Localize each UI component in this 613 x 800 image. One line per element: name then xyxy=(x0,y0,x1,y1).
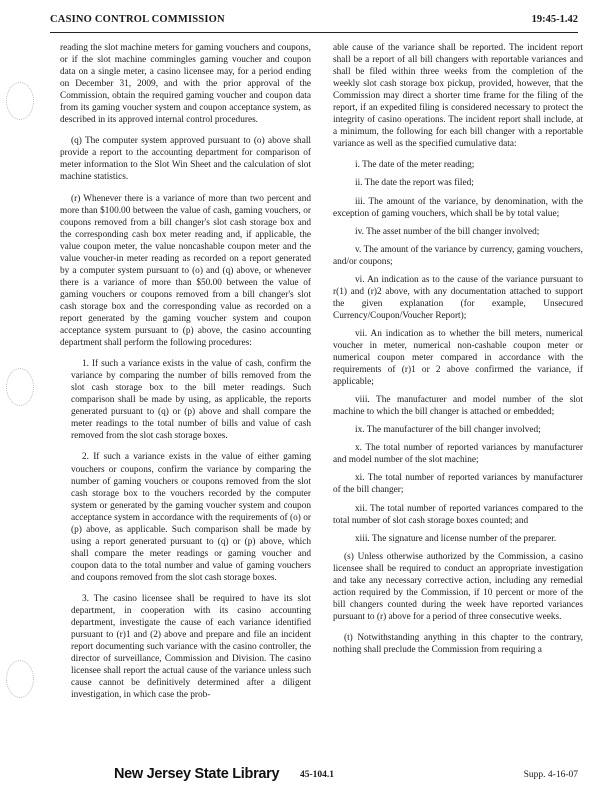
header-section-number: 19:45-1.42 xyxy=(531,14,578,25)
list-item: vi. An indication as to the cause of the variance pursuant to r(1) and (r)2 above, with any documentation attached to support the given explanation (for example, Unsecured Currency/Coupon/Voucher Report); xyxy=(333,274,583,321)
list-item: x. The total number of reported variances by manufacturer and model number of the slot machine; xyxy=(333,443,583,466)
left-column xyxy=(60,42,311,710)
paragraph: (s) Unless otherwise authorized by the Commission, a casino licensee shall be required to conduct an appropriate investigation and take any necessary corrective action, including any remedial action required by the Commission, if 10 percent or more of the bill changers counted during the week have reported variances pursuant to (r) above for a period of three consecutive weeks. xyxy=(333,551,583,622)
list-item: v. The amount of the variance by currency, gaming vouchers, and/or coupons; xyxy=(333,244,583,267)
library-stamp: New Jersey State Library xyxy=(114,766,280,782)
list-item: xii. The total number of reported variances compared to the total number of slot cash storage boxes counted; and xyxy=(333,503,583,526)
paragraph: 1. If such a variance exists in the value of cash, confirm the variance by comparing the number of bills removed from the slot cash storage box to the bill meter readings. Such comparison shall be made by using, as applicable, the reports generated pursuant to (q) or (p) above and shall compare the meter readings to the total number of bills and value of cash removed from the slot cash storage boxes. xyxy=(71,359,311,442)
supplement-date: Supp. 4-16-07 xyxy=(523,770,578,780)
list-item: i. The date of the meter reading; xyxy=(355,160,475,171)
paragraph: 2. If such a variance exists in the value of either gaming vouchers or coupons, confirm the variance by comparing the number of gaming vouchers or coupons removed from the slot cash storage box to the vouchers recorded by the computer system or generated by the gaming voucher system and coupon acceptance system in accordance with the requirements of (o) or (p) above, as applicable. Such comparison shall be made by using a report generated pursuant to (q) or (p) above, which shall compare the meter readings or gaming voucher and coupon data to the total number and value of gaming vouchers and coupons removed from the slot cash storage boxes. xyxy=(71,452,311,583)
page-number: 45-104.1 xyxy=(300,770,335,780)
list-item: iii. The amount of the variance, by denomination, with the exception of gaming vouchers, which shall be by total value; xyxy=(333,196,583,219)
punch-hole-mark xyxy=(6,660,34,698)
paragraph: 3. The casino licensee shall be required to have its slot department, in cooperation with its casino accounting department, investigate the cause of each variance identified pursuant to (r)1 and (2) above and prepare and file an incident report documenting such variance with the casino controller, the director of surveillance, Commission and Division. The casino licensee shall report the actual cause of the variance unless such cause cannot be definitively determined after a diligent investigation, in which case the prob- xyxy=(71,593,311,701)
right-column xyxy=(333,42,583,665)
list-item: xi. The total number of reported variances by manufacturer of the bill changer; xyxy=(333,473,583,496)
header-rule xyxy=(50,32,578,33)
header-title: CASINO CONTROL COMMISSION xyxy=(50,14,225,25)
punch-hole-mark xyxy=(6,368,34,406)
page-footer xyxy=(50,766,578,790)
paragraph: reading the slot machine meters for gaming vouchers and coupons, or if the slot machine commingles gaming voucher and coupon data on a single meter, a casino licensee may, for a period ending on December 31, 2009, and with the prior approval of the Commission, obtain the required gaming voucher and coupon data from its gaming voucher system and coupon acceptance system, as described in its approved internal control procedures. xyxy=(60,43,311,126)
paragraph: (t) Notwithstanding anything in this chapter to the contrary, nothing shall preclude the Commission from requiring a xyxy=(333,632,583,655)
punch-hole-mark xyxy=(6,82,34,120)
paragraph: (q) The computer system approved pursuant to (o) above shall provide a report to the accounting department for comparison of meter information to the Slot Win Sheet and the calculation of slot machine statistics. xyxy=(60,136,311,183)
list-item: ix. The manufacturer of the bill changer involved; xyxy=(355,425,541,436)
paragraph: (r) Whenever there is a variance of more than two percent and more than $100.00 between the value of cash, gaming vouchers, or coupons removed from a bill changer's slot cash storage box and the corresponding cash box meter reading and, if applicable, the value coupon meter, the value noncashable coupon meter and the value voucher-in meter reading as recorded on a report generated by a computer system pursuant to (o) and (q) above, or whenever there is a variance of more than $50.00 between the value of gaming vouchers or coupons removed from a bill changer's slot cash storage box and the corresponding value as recorded on a report generated by the gaming voucher system and coupon acceptance system pursuant to (p) above, the casino accounting department shall perform the following procedures: xyxy=(60,193,311,349)
list-item: iv. The asset number of the bill changer involved; xyxy=(355,226,540,237)
list-item: vii. An indication as to whether the bill meters, numerical voucher in meter, numerical non-cashable coupon meter or numerical coupon meter compared in accordance with the requirements of (r)1 or 2 above confirmed the variance, if applicable; xyxy=(333,328,583,388)
list-item: viii. The manufacturer and model number of the slot machine to which the bill changer is attached or embedded; xyxy=(333,395,583,418)
list-item: ii. The date the report was filed; xyxy=(355,178,474,189)
running-header xyxy=(50,14,578,34)
list-item: xiii. The signature and license number of the preparer. xyxy=(355,533,557,544)
paragraph: able cause of the variance shall be reported. The incident report shall be a report of all bill changers with reportable variances and shall be filed within three weeks from the completion of the weekly slot cash storage box pickup, provided, however, that the Commission may direct a shorter time frame for the filing of the report, if an expedited filing is considered necessary to protect the integrity of casino operations. The incident report shall include, at a minimum, the following for each bill changer with a reportable variance as well as the specified cumulative data: xyxy=(333,43,583,150)
